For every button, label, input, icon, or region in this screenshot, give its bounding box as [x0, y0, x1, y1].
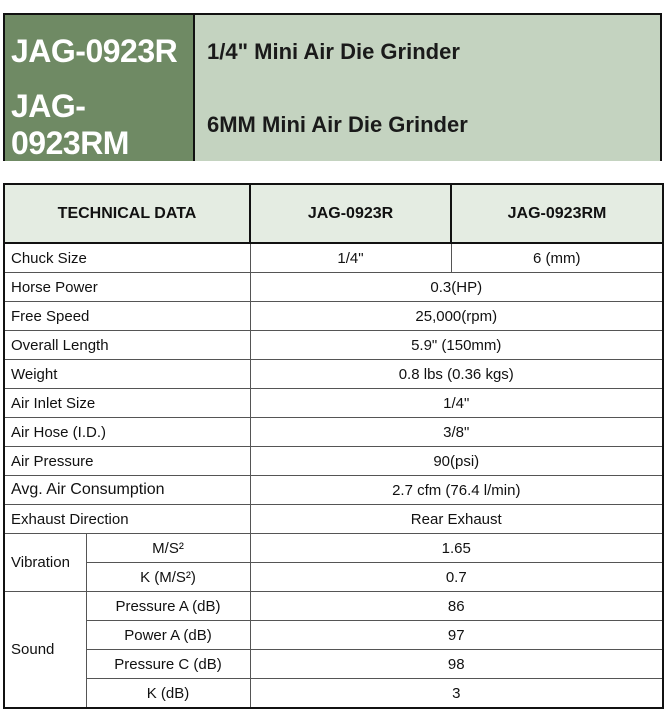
table-row	[4, 592, 663, 621]
spec-value: 1/4"	[250, 243, 451, 273]
header-model-1: JAG-0923R	[250, 184, 451, 243]
table-row	[4, 302, 663, 331]
spec-value: 98	[250, 650, 663, 679]
spec-value: 0.3(HP)	[250, 273, 663, 302]
spec-label: Horse Power	[4, 273, 250, 302]
spec-value: 25,000(rpm)	[250, 302, 663, 331]
header-model-2: JAG-0923RM	[451, 184, 663, 243]
spec-value: 3	[250, 679, 663, 709]
spec-label: Air Inlet Size	[4, 389, 250, 418]
spec-value: 3/8"	[250, 418, 663, 447]
sub-label: M/S²	[86, 534, 250, 563]
product-row	[5, 88, 660, 161]
spec-value: 97	[250, 621, 663, 650]
spec-value: 0.8 lbs (0.36 kgs)	[250, 360, 663, 389]
spec-value: Rear Exhaust	[250, 505, 663, 534]
spec-label: Weight	[4, 360, 250, 389]
model-code: JAG-0923RM	[5, 88, 195, 161]
spec-value: 2.7 cfm (76.4 l/min)	[250, 476, 663, 505]
spec-value: 90(psi)	[250, 447, 663, 476]
table-header-row	[4, 184, 663, 243]
table-row	[4, 505, 663, 534]
spec-label: Overall Length	[4, 331, 250, 360]
spec-label: Exhaust Direction	[4, 505, 250, 534]
table-row	[4, 476, 663, 505]
table-row	[4, 389, 663, 418]
product-row	[5, 15, 660, 90]
header-technical-data: TECHNICAL DATA	[4, 184, 250, 243]
table-row	[4, 447, 663, 476]
spec-label: Free Speed	[4, 302, 250, 331]
group-label-vibration: Vibration	[4, 534, 86, 592]
spec-value: 5.9" (150mm)	[250, 331, 663, 360]
table-row	[4, 273, 663, 302]
model-code: JAG-0923R	[5, 15, 195, 88]
spec-label: Air Hose (I.D.)	[4, 418, 250, 447]
table-row	[4, 621, 663, 650]
table-row	[4, 650, 663, 679]
spec-value: 6 (mm)	[451, 243, 663, 273]
group-label-sound: Sound	[4, 592, 86, 709]
table-row	[4, 534, 663, 563]
spec-value: 86	[250, 592, 663, 621]
sub-label: Pressure A (dB)	[86, 592, 250, 621]
sub-label: Pressure C (dB)	[86, 650, 250, 679]
spec-label: Air Pressure	[4, 447, 250, 476]
spec-value: 1.65	[250, 534, 663, 563]
model-name: 1/4" Mini Air Die Grinder	[195, 15, 660, 88]
table-row	[4, 679, 663, 709]
table-row	[4, 563, 663, 592]
technical-data-table	[3, 183, 664, 709]
sub-label: Power A (dB)	[86, 621, 250, 650]
spec-label: Avg. Air Consumption	[4, 476, 250, 505]
spec-label: Chuck Size	[4, 243, 250, 273]
table-row	[4, 331, 663, 360]
product-header	[3, 13, 662, 161]
table-row	[4, 243, 663, 273]
model-name: 6MM Mini Air Die Grinder	[195, 88, 660, 161]
sub-label: K (M/S²)	[86, 563, 250, 592]
table-row	[4, 418, 663, 447]
spec-value: 1/4"	[250, 389, 663, 418]
table-row	[4, 360, 663, 389]
spec-value: 0.7	[250, 563, 663, 592]
sub-label: K (dB)	[86, 679, 250, 709]
